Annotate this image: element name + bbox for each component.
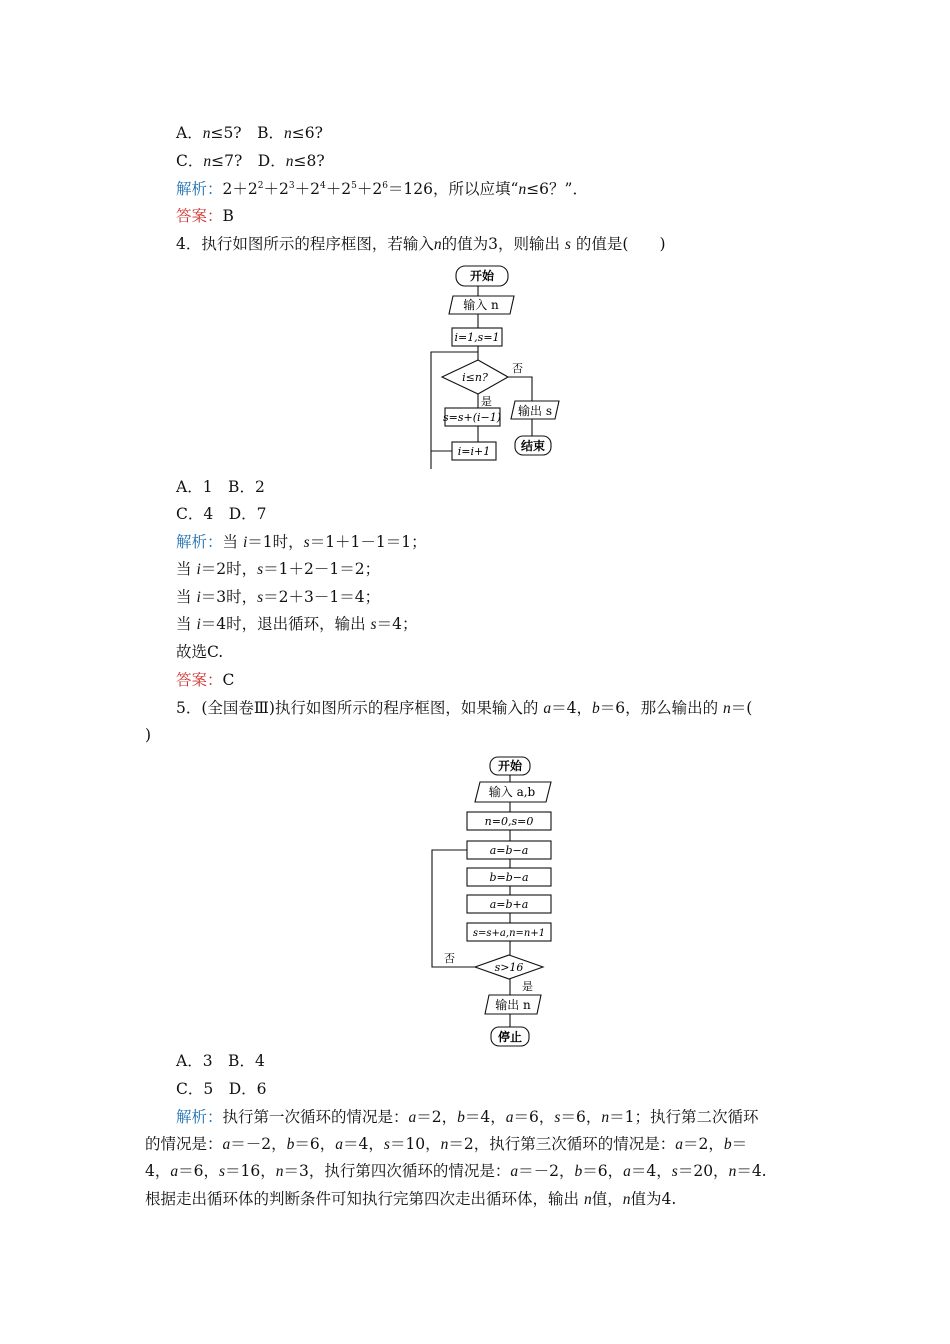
- q5-analysis-line2: 的情况是：a＝－2，b＝6，a＝4，s＝10，n＝2，执行第三次循环的情况是：a＝2，b＝: [145, 1135, 748, 1153]
- q5-flow-output-text: 输出 n: [495, 998, 531, 1012]
- q5-options-ab: A．3 B．4: [176, 1052, 265, 1070]
- q5-flow-yes-label: 是: [522, 980, 533, 993]
- q4-flow-end-text: 结束: [520, 439, 546, 453]
- q5-flow-init-text: n=0,s=0: [484, 815, 534, 828]
- q4-analysis: 解析：当 i＝1时，s＝1＋1－1＝1；: [176, 533, 427, 551]
- q5-flow-cond-text: s>16: [494, 961, 524, 974]
- q4-flow-init-text: i=1,s=1: [454, 331, 500, 344]
- q5-flow-input-text: 输入 a,b: [488, 785, 536, 799]
- q5-flow-b3-text: a=b+a: [489, 898, 529, 911]
- q4-flow-input-text: 输入 n: [463, 298, 499, 312]
- q5-analysis: 解析：执行第一次循环的情况是：a＝2，b＝4，a＝6，s＝6，n＝1；执行第二次循环: [176, 1108, 759, 1126]
- q5-stem: 5．(全国卷Ⅲ)执行如图所示的程序框图，如果输入的 a＝4，b＝6，那么输出的 n＝(: [176, 699, 753, 717]
- q3-options-ab: A．n≤5? B．n≤6?: [176, 124, 323, 142]
- q5-flow-start-text: 开始: [497, 759, 523, 773]
- q4-flow-yes-label: 是: [481, 395, 492, 408]
- q4-analysis-line2: 当 i＝2时，s＝1＋2－1＝2；: [176, 560, 381, 578]
- q4-answer: 答案：C: [176, 671, 235, 689]
- q4-flow-no-label: 否: [512, 362, 523, 375]
- q5-flow-no-label: 否: [444, 952, 455, 965]
- q4-analysis-line5: 故选C.: [176, 643, 224, 661]
- q4-flow-cond-text: i≤n?: [462, 371, 488, 384]
- q4-analysis-line4: 当 i＝4时，退出循环，输出 s＝4；: [176, 615, 418, 633]
- q5-analysis-line4: 根据走出循环体的判断条件可知执行完第四次走出循环体，输出 n值，n值为4.: [145, 1190, 677, 1208]
- q3-answer: 答案：B: [176, 207, 234, 225]
- q5-flow-b4-text: s=s+a,n=n+1: [472, 928, 546, 939]
- q5-flow-end-text: 停止: [497, 1030, 523, 1044]
- q4-flowchart: [420, 262, 570, 472]
- q4-flow-start-text: 开始: [469, 269, 495, 283]
- q4-analysis-line3: 当 i＝3时，s＝2＋3－1＝4；: [176, 588, 381, 606]
- q4-flow-body2-text: i=i+1: [457, 445, 491, 458]
- q3-options-cd: C．n≤7? D．n≤8?: [176, 152, 325, 170]
- q4-options-cd: C．4 D．7: [176, 505, 267, 523]
- q5-flow-b2-text: b=b−a: [489, 871, 529, 884]
- q4-stem: 4．执行如图所示的程序框图，若输入n的值为3，则输出 s 的值是( ): [176, 235, 666, 253]
- q5-stem-line2: ): [145, 726, 152, 744]
- q4-flow-body1-text: s=s+(i−1): [442, 411, 502, 424]
- q5-flow-b1-text: a=b−a: [489, 844, 529, 857]
- q5-analysis-line3: 4，a＝6，s＝16，n＝3，执行第四次循环的情况是：a＝－2，b＝6，a＝4，s＝20，n＝4.: [145, 1162, 767, 1180]
- q3-analysis: 解析：$2+2^2+2^3+2^4+2^5+2^6=126$，所以应填“n≤6？”．: [176, 180, 588, 198]
- q4-flow-output-text: 输出 s: [518, 404, 552, 418]
- q5-options-cd: C．5 D．6: [176, 1080, 267, 1098]
- q4-options-ab: A．1 B．2: [176, 478, 265, 496]
- q5-flowchart: [425, 752, 585, 1052]
